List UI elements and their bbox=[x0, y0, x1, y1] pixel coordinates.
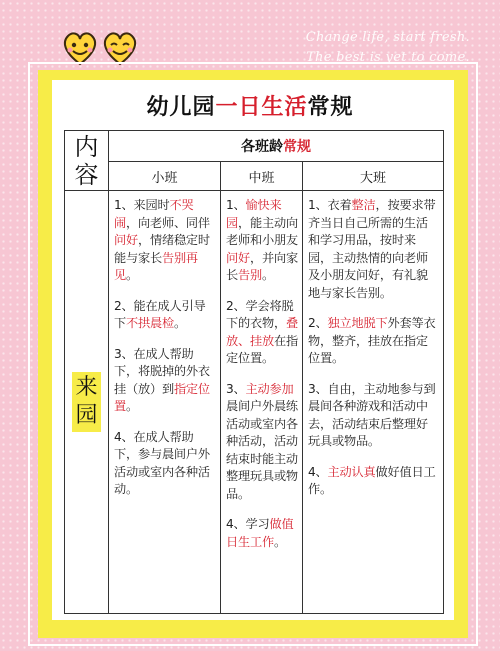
rule-text: 。 bbox=[261, 268, 274, 282]
rule-text: 4、在成人帮助下，参与晨间户外活动或室内各种活动。 bbox=[114, 429, 210, 496]
column-header-small: 小班 bbox=[109, 162, 221, 191]
middle-class-column bbox=[221, 191, 303, 614]
row-label-char-1: 来 bbox=[75, 375, 98, 400]
middle-rule-4 bbox=[226, 516, 298, 551]
rule-text: 4、学习 bbox=[226, 517, 270, 531]
rule-text: ，并向家长 bbox=[226, 250, 298, 282]
small-rule-4 bbox=[114, 429, 216, 499]
rule-text: ，向老师、同伴 bbox=[126, 215, 210, 230]
rule-text: 3、自由，主动地参与到晨间各种游戏和活动中去，活动结束后整理好玩具或物品。 bbox=[308, 381, 436, 448]
rule-text: ，情绪稳定时能与家长 bbox=[114, 233, 210, 265]
row-label-tag bbox=[72, 372, 100, 432]
row-label-cell bbox=[65, 191, 109, 614]
highlight-text: 问好 bbox=[114, 233, 138, 247]
rule-text: 。 bbox=[173, 316, 186, 330]
highlight-text: 主动参加 bbox=[245, 381, 294, 396]
rule-text: 在指定位置。 bbox=[226, 333, 298, 365]
highlight-text: 不哭闹 bbox=[114, 198, 194, 230]
middle-rule-3 bbox=[226, 381, 298, 504]
rule-text: 做好值日工作。 bbox=[308, 464, 436, 496]
large-rule-4 bbox=[308, 464, 439, 499]
rule-text: 2、学会将脱下的衣物， bbox=[226, 298, 294, 330]
rule-text: 1、来园时 bbox=[114, 198, 170, 212]
rule-text: 。 bbox=[126, 268, 138, 282]
middle-rule-2 bbox=[226, 298, 298, 368]
column-header-large: 大班 bbox=[303, 162, 444, 191]
highlight-text: 不拱晨检 bbox=[126, 316, 174, 330]
rule-text: 3、在成人帮助下，将脱掉的外衣挂（放）到 bbox=[114, 346, 210, 396]
highlight-text: 整洁 bbox=[351, 198, 376, 212]
small-class-column bbox=[109, 191, 221, 614]
rule-text: 2、 bbox=[308, 316, 328, 330]
rule-text: 外套等衣物，整齐，挂放在指定位置。 bbox=[308, 316, 436, 365]
large-rule-1 bbox=[308, 197, 439, 302]
small-rule-1 bbox=[114, 197, 216, 285]
table-header bbox=[109, 131, 444, 162]
corner-label-char-2: 容 bbox=[74, 160, 99, 189]
highlight-text: 问好 bbox=[226, 250, 250, 265]
rule-text: 。 bbox=[273, 534, 286, 549]
rule-text: 1、 bbox=[226, 198, 246, 212]
small-rule-3 bbox=[114, 346, 216, 416]
middle-rule-1 bbox=[226, 197, 298, 285]
small-rule-2 bbox=[114, 298, 216, 333]
column-header-middle: 中班 bbox=[221, 162, 303, 191]
highlight-text: 愉快来园 bbox=[226, 198, 282, 230]
rule-text: 。 bbox=[126, 399, 138, 413]
rule-text: 1、衣着 bbox=[308, 198, 352, 212]
header-part-1: 各班龄 bbox=[241, 139, 283, 155]
highlight-text: 独立地脱下 bbox=[327, 316, 388, 330]
rule-text: 2、能在成人引导下 bbox=[114, 298, 206, 330]
large-rule-3 bbox=[308, 381, 439, 451]
rule-text: ，能主动向老师和小朋友 bbox=[226, 215, 298, 247]
highlight-text: 告别再见 bbox=[114, 250, 198, 282]
page-title bbox=[0, 90, 500, 121]
highlight-text: 主动认真 bbox=[327, 464, 376, 479]
highlight-text: 告别 bbox=[238, 268, 262, 282]
highlight-text: 指定位置 bbox=[114, 381, 210, 413]
title-part-2: 常规 bbox=[307, 95, 354, 120]
corner-label-char-1: 内 bbox=[74, 132, 99, 161]
header-highlight: 常规 bbox=[283, 139, 311, 155]
rule-text: 3、 bbox=[226, 381, 246, 396]
heart-face-emoji-icon bbox=[100, 30, 140, 66]
slogan-line-2: The best is yet to come. bbox=[306, 50, 470, 65]
large-rule-2 bbox=[308, 315, 439, 368]
rule-text: ，按要求带齐当日自己所需的生活和学习用品，按时来园，主动热情的向老师及小朋友问好，有礼貌地与家长告别。 bbox=[308, 198, 436, 300]
rule-text: 晨间户外晨练活动或室内各种活动，活动结束时能主动整理玩具或物品。 bbox=[226, 399, 298, 501]
row-label-char-2: 园 bbox=[75, 403, 98, 428]
highlight-text: 做值日生工作 bbox=[226, 517, 294, 549]
title-part-1: 幼儿园 bbox=[146, 95, 216, 120]
routine-table bbox=[64, 130, 444, 614]
large-class-column bbox=[303, 191, 444, 614]
rule-text: 4、 bbox=[308, 464, 328, 479]
corner-label-cell bbox=[65, 131, 109, 191]
slogan-line-1: Change life, start fresh. bbox=[305, 30, 470, 45]
title-highlight: 一日生活 bbox=[215, 95, 308, 120]
highlight-text: 叠放、挂放 bbox=[226, 316, 298, 348]
heart-face-emoji-icon bbox=[60, 30, 100, 66]
